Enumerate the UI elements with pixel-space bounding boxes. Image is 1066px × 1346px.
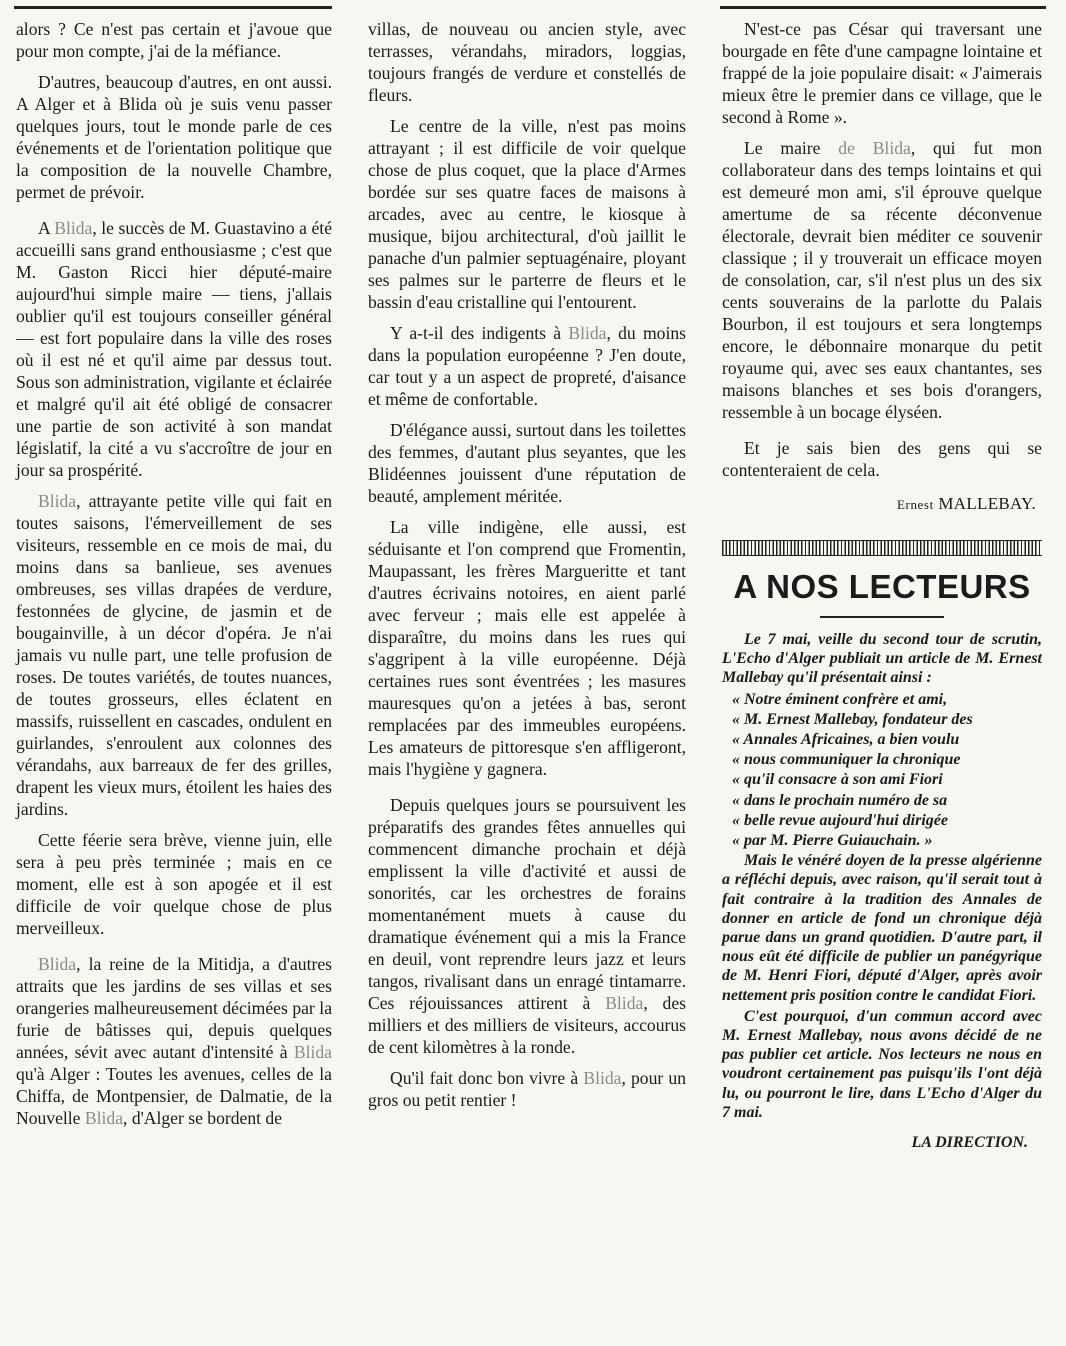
author-signature: Ernest MALLEBAY.	[896, 494, 1036, 513]
place-name: Blida	[38, 954, 77, 974]
paragraph: Y a-t-il des indigents à Blida, du moins dans la population européenne ? J'en doute, car tout y a un aspect de propreté, d'aisance et même de confortable.	[368, 323, 686, 409]
notice-paragraph: Mais le vénéré doyen de la presse algérienne a réfléchi depuis, avec raison, qu'il serait tout à fait contraire à la tradition des Annales de donner en article de fond un chronique déjà parue dans un grand quotidien. D'autre part, il nous eût été difficile de publier un panégyrique de M. Henri Fiori, député d'Alger, après avoir nettement pris position contre le candidat Fiori.	[722, 852, 1042, 1004]
paragraph: Qu'il fait donc bon vivre à Blida, pour un gros ou petit rentier !	[368, 1068, 686, 1110]
place-name: Blida	[293, 1042, 332, 1062]
place-name: Blida	[38, 491, 77, 511]
quote-line: « belle revue aujourd'hui dirigée	[732, 811, 948, 829]
place-name: de Blida	[838, 138, 911, 158]
paragraph: Le centre de la ville, n'est pas moins attrayant ; il est difficile de voir quelque chose de plus coquet, que la place d'Armes bordée sur ses quatre faces de maisons à arcades, avec au centre, le kiosque à musique, bijou architectural, d'où jaillit le panache d'un palmier septuagénaire, ployant ses palmes sur le parterre de fleurs et le bassin d'eau cristalline qui l'entourent.	[368, 116, 686, 312]
notice-paragraph: Le 7 mai, veille du second tour de scrutin, L'Echo d'Alger publiait un article de M. Ernest Mallebay qu'il présentait ainsi :	[722, 631, 1042, 687]
top-rule-left	[14, 6, 332, 9]
quote-line: « dans le prochain numéro de sa	[732, 791, 948, 809]
quote-line: « Annales Africaines, a bien voulu	[732, 731, 960, 749]
paragraph: Cette féerie sera brève, vienne juin, elle sera à peu près terminée ; mais en ce moment, elle est à son apogée et il est difficile de voir quelque chose de plus merveilleux.	[16, 830, 332, 938]
top-rule-right	[720, 6, 1046, 9]
quote-line: « par M. Pierre Guiauchain. »	[732, 832, 933, 850]
paragraph: N'est-ce pas César qui traversant une bourgade en fête d'une campagne lointaine et frappé de la joie populaire disait: « J'aimerais mieux être le premier dans ce village, que le second à Rome ».	[722, 19, 1042, 127]
paragraph: alors ? Ce n'est pas certain et j'avoue que pour mon compte, j'ai de la méfiance.	[16, 19, 332, 61]
paragraph: D'autres, beaucoup d'autres, en ont aussi. A Alger et à Blida où je suis venu passer quelques jours, tout le monde parle de ces événements et de l'orientation politique que la composition de la nouvelle Chambre, permet de prévoir.	[16, 72, 332, 202]
notice-paragraph: C'est pourquoi, d'un commun accord avec M. Ernest Mallebay, nous avons décidé de ne pas publier cet article. Nos lecteurs ne nous en voudront certainement pas puisqu'ils l'ont déjà lu, ou pourront le lire, dans L'Echo d'Alger du 7 mai.	[722, 1007, 1042, 1121]
quote-line: « nous communiquer la chronique	[732, 751, 961, 769]
place-name: Blida	[54, 218, 93, 238]
place-name: Blida	[605, 993, 644, 1013]
heading-underline	[820, 616, 944, 618]
paragraph: La ville indigène, elle aussi, est séduisante et l'on comprend que Fromentin, Maupassant, les frères Margueritte et tant d'autres écrivains notoires, en aient parlé avec ferveur ; mais elle est appelée à disparaître, du moins dans les rues qui s'aggripent à la ville européenne. Déjà certaines rues sont éventrées ; les masures mauresques qu'on a jetées à bas, seront remplacées par des immeubles européens. Les amateurs de pittoresque s'en affligeront, mais l'hygiène y gagnera.	[368, 517, 686, 779]
quote-line: « M. Ernest Mallebay, fondateur des	[732, 710, 973, 728]
column-2	[368, 18, 686, 1120]
place-name: Blida	[568, 323, 607, 343]
paragraph: Blida, attrayante petite ville qui fait en toutes saisons, l'émerveillement de ses visiteurs, ressemble en ce mois de mai, du moins dans sa banlieue, ses avenues ombreuses, ses villas drapées de verdure, festonnées de glycine, de jasmin et de bougainville, à un décor d'opéra. Je n'ai jamais vu nulle part, une telle profusion de roses. De toutes variétés, de toutes nuances, de toutes grosseurs, elles éclatent en massifs, ruissellent en cascades, ondulent en guirlandes, s'enroulent aux colonnes des vérandahs, aux barreaux de fer des grilles, drapent les vieux murs, étoilent les haies des jardins.	[16, 491, 332, 819]
paragraph: D'élégance aussi, surtout dans les toilettes des femmes, d'autant plus seyantes, que les Blidéennes jouissent d'une réputation de beauté, amplement méritée.	[368, 420, 686, 506]
quote-line: « Notre éminent confrère et ami,	[732, 690, 948, 708]
paragraph: A Blida, le succès de M. Guastavino a été accueilli sans grand enthousiasme ; c'est que M. Gaston Ricci hier député-maire aujourd'hui simple maire — tiens, j'allais oublier qu'il est toujours conseiller général — est fort populaire dans la ville des roses où il est né et qu'il aime par dessus tout. Sous son administration, vigilante et éclairée et malgré qu'il ait été obligé de consacrer une partie de son activité à son mandat législatif, la cité a vu s'accroître de jour en jour sa prospérité.	[16, 218, 332, 480]
column-1	[16, 18, 332, 1138]
paragraph: Depuis quelques jours se poursuivent les préparatifs des grandes fêtes annuelles qui commencent dimanche prochain et déjà emplissent la ville d'activité et aussi de sonorités, car les orchestres de forains momentanément muets à cause du dramatique événement qui a mis la France en deuil, vont reprendre leurs jazz et leurs tangos, rivalisant dans un enragé tintamarre. Ces réjouissances attirent à Blida, des milliers et des milliers de visiteurs, accourus de cent kilomètres à la ronde.	[368, 795, 687, 1057]
paragraph: Le maire de Blida, qui fut mon collaborateur dans des temps lointains et qui est demeuré mon ami, s'il éprouve quelque amertume de sa récente déconvenue électorale, devrait bien méditer ce souvenir classique ; il y trouverait un efficace moyen de consolation, car, s'il n'est plus un des six cents souverains de la parlotte du Palais Bourbon, il est toujours et sera longtemps encore, le débonnaire monarque du petit royaume qui, avec ses eaux chantantes, ses maisons blanches et ses bois d'orangers, ressemble à un bocage élyséen.	[722, 138, 1043, 422]
notice-signature: LA DIRECTION.	[911, 1134, 1028, 1152]
paragraph: Blida, la reine de la Mitidja, a d'autres attraits que les jardins de ses villas et ses orangeries malheureusement décimées par la furie de bâtisses qui, depuis quelques années, sévit avec autant d'intensité à Blida qu'à Alger : Toutes les avenues, celles de la Chiffa, de Montpensier, de Dalmatie, de la Nouvelle Blida, d'Alger se bordent de	[16, 954, 332, 1128]
column-3	[722, 18, 1042, 1154]
paragraph: villas, de nouveau ou ancien style, avec terrasses, vérandahs, miradors, loggias, toujours frangés de verdure et constellés de fleurs.	[368, 19, 686, 105]
hatched-divider	[722, 540, 1042, 556]
quote-line: « qu'il consacre à son ami Fiori	[732, 771, 943, 789]
place-name: Blida	[84, 1108, 124, 1128]
place-name: Blida	[583, 1068, 622, 1088]
paragraph: Et je sais bien des gens qui se contenteraient de cela.	[722, 438, 1042, 480]
section-heading: A NOS LECTEURS	[733, 568, 1031, 605]
notice-to-readers	[722, 630, 1042, 1154]
